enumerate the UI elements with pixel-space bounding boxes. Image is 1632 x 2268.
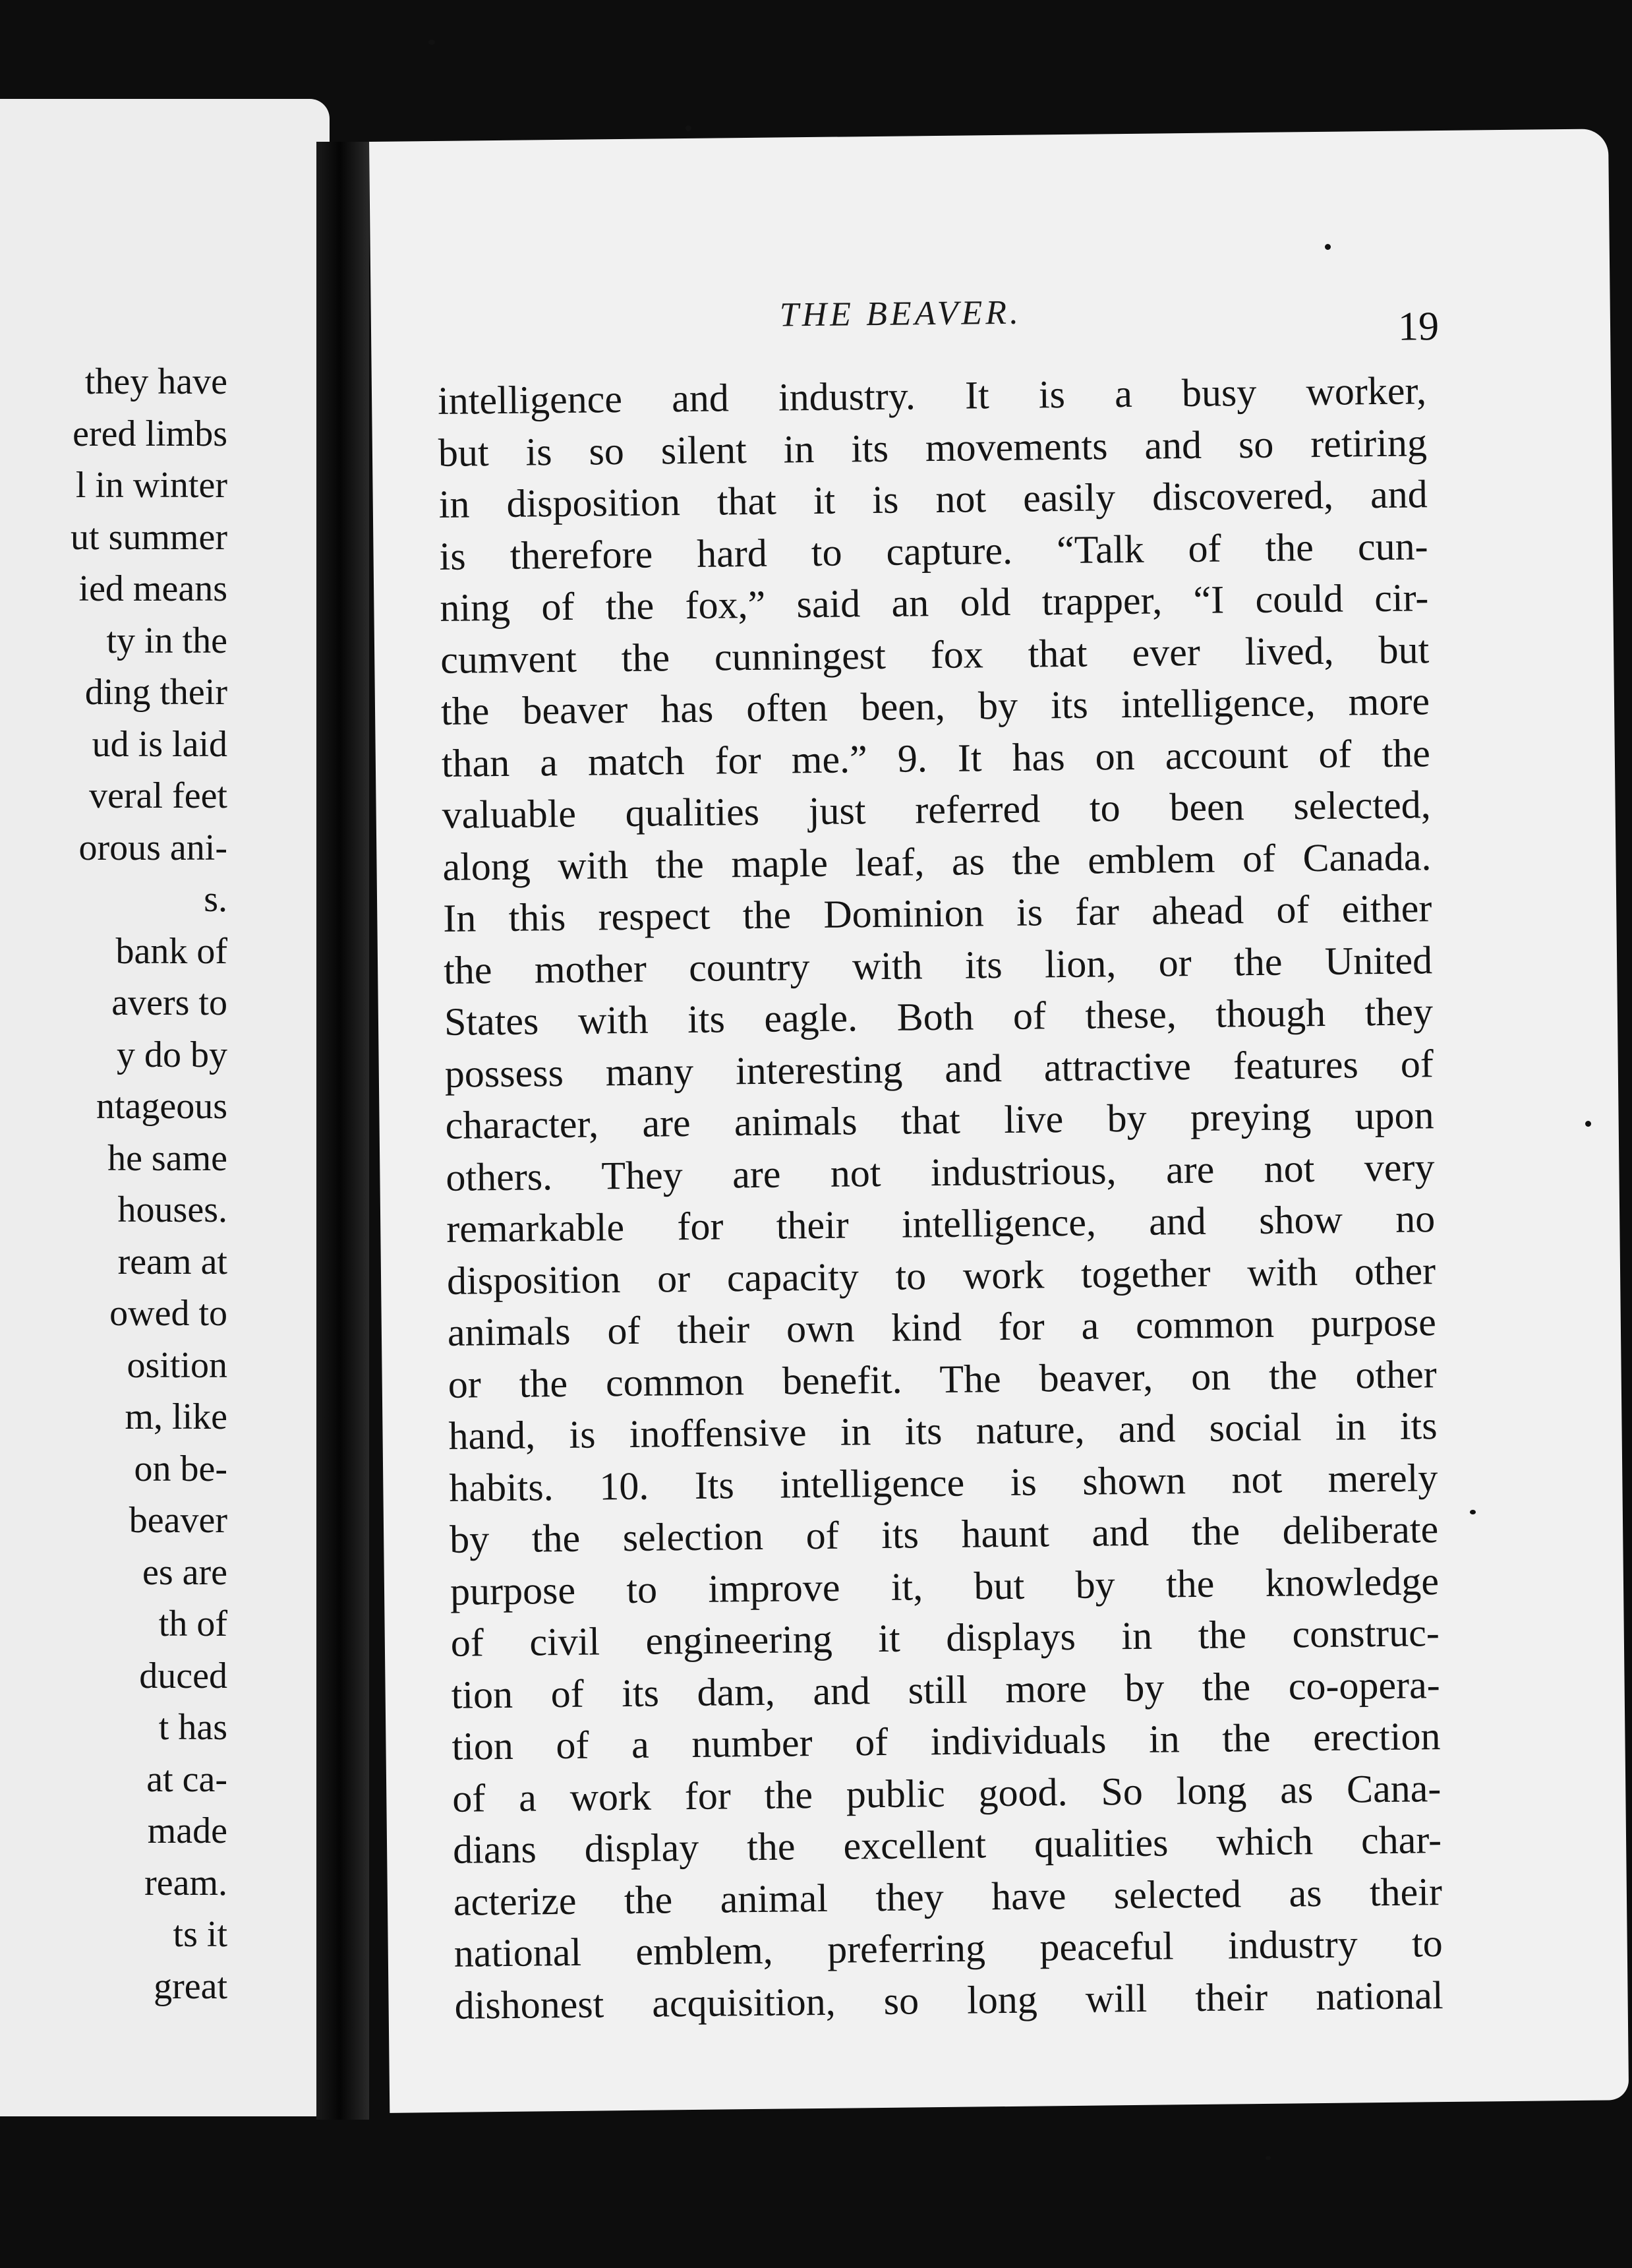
left-page-line: ntageous [96, 1086, 227, 1127]
body-text-line: In this respect the Dominion is far ahead of either [442, 886, 1432, 940]
left-page-line: owed to [109, 1293, 227, 1334]
body-text-line: but is so silent in its movements and so retiring [438, 420, 1428, 475]
body-text-line: habits. 10. Its intelligence is shown not merely [449, 1455, 1438, 1510]
left-facing-page [0, 99, 330, 2116]
body-text-line: others. They are not industrious, are not very [446, 1145, 1435, 1199]
body-text-line: possess many interesting and attractive features of [444, 1041, 1434, 1096]
body-text [438, 365, 1443, 2031]
left-page-line: ream at [117, 1241, 227, 1282]
body-text-line: in disposition that it is not easily discovered, and [438, 472, 1428, 526]
body-text-line: tion of a number of individuals in the erection [452, 1714, 1441, 1768]
body-text-line: disposition or capacity to work together with other [446, 1248, 1436, 1303]
left-page-line: ied means [78, 568, 227, 609]
body-text-line: purpose to improve it, but by the knowledge [450, 1559, 1440, 1613]
running-head: THE BEAVER. [779, 293, 1022, 334]
left-page-line: ream. [144, 1862, 227, 1903]
left-page-line: bank of [115, 930, 227, 972]
right-page [369, 129, 1629, 2113]
left-page-text [0, 356, 227, 2012]
left-page-line: ts it [173, 1914, 227, 1955]
left-page-line: veral feet [89, 775, 227, 816]
left-page-line: ud is laid [92, 723, 227, 765]
left-page-line: on be- [134, 1448, 227, 1489]
body-text-line: character, are animals that live by preying upon [445, 1093, 1434, 1147]
left-page-line: th of [158, 1603, 227, 1644]
left-page-line: duced [139, 1655, 227, 1696]
body-text-line: States with its eagle. Both of these, though they [444, 990, 1434, 1044]
left-page-line: osition [127, 1344, 227, 1386]
book-gutter [316, 142, 369, 2120]
left-page-line: beaver [129, 1500, 227, 1541]
body-text-line: hand, is inoffensive in its nature, and social in its [448, 1404, 1438, 1458]
body-text-line: by the selection of its haunt and the deliberate [449, 1507, 1439, 1561]
left-page-line: s. [204, 879, 227, 920]
body-text-line: of a work for the public good. So long as Cana- [452, 1766, 1442, 1820]
body-text-line: the mother country with its lion, or the United [443, 938, 1433, 992]
body-text-line: than a match for me.” 9. It has on account of the [441, 731, 1431, 785]
body-text-line: the beaver has often been, by its intelligence, more [440, 679, 1430, 733]
body-text-line: of civil engineering it displays in the construc- [450, 1611, 1440, 1665]
left-page-line: ered limbs [73, 413, 227, 454]
left-page-line: great [154, 1965, 227, 2007]
body-text-line: ning of the fox,” said an old trapper, “I could cir- [440, 576, 1429, 630]
left-page-line: y do by [117, 1034, 227, 1075]
left-page-line: t has [158, 1707, 227, 1748]
body-text-line: dians display the excellent qualities which char- [452, 1818, 1442, 1872]
left-page-line: ut summer [71, 516, 227, 558]
page-number: 19 [1397, 304, 1440, 349]
left-page-line: m, like [125, 1396, 227, 1437]
left-page-line: avers to [111, 982, 227, 1023]
body-text-line: cumvent the cunningest fox that ever lived, but [440, 627, 1430, 682]
body-text-line: valuable qualities just referred to been selected, [442, 783, 1431, 837]
left-page-line: ding their [84, 672, 227, 713]
left-page-line: es are [142, 1551, 227, 1593]
left-page-line: ty in the [106, 620, 227, 661]
left-page-line: orous ani- [78, 827, 227, 868]
body-text-line: or the common benefit. The beaver, on the other [448, 1352, 1438, 1406]
body-text-line: remarkable for their intelligence, and show no [446, 1197, 1436, 1251]
body-text-line: animals of their own kind for a common purpose [447, 1300, 1437, 1354]
left-page-line: they have [84, 361, 227, 402]
body-text-line: tion of its dam, and still more by the co-opera- [451, 1662, 1440, 1717]
left-page-line: he same [107, 1137, 227, 1179]
body-text-line: along with the maple leaf, as the emblem of Canada. [442, 834, 1432, 889]
body-text-line: acterize the animal they have selected as their [453, 1869, 1443, 1924]
left-page-line: houses. [117, 1189, 227, 1230]
left-page-line: at ca- [146, 1758, 227, 1800]
body-text-line: dishonest acquisition, so long will their national [454, 1973, 1443, 2027]
body-text-line: intelligence and industry. It is a busy worker, [437, 369, 1427, 423]
body-text-line: is therefore hard to capture. “Talk of the cun- [439, 523, 1428, 578]
left-page-line: made [147, 1810, 227, 1851]
body-text-line: national emblem, preferring peaceful industry to [453, 1921, 1443, 1975]
left-page-line: l in winter [75, 465, 227, 506]
